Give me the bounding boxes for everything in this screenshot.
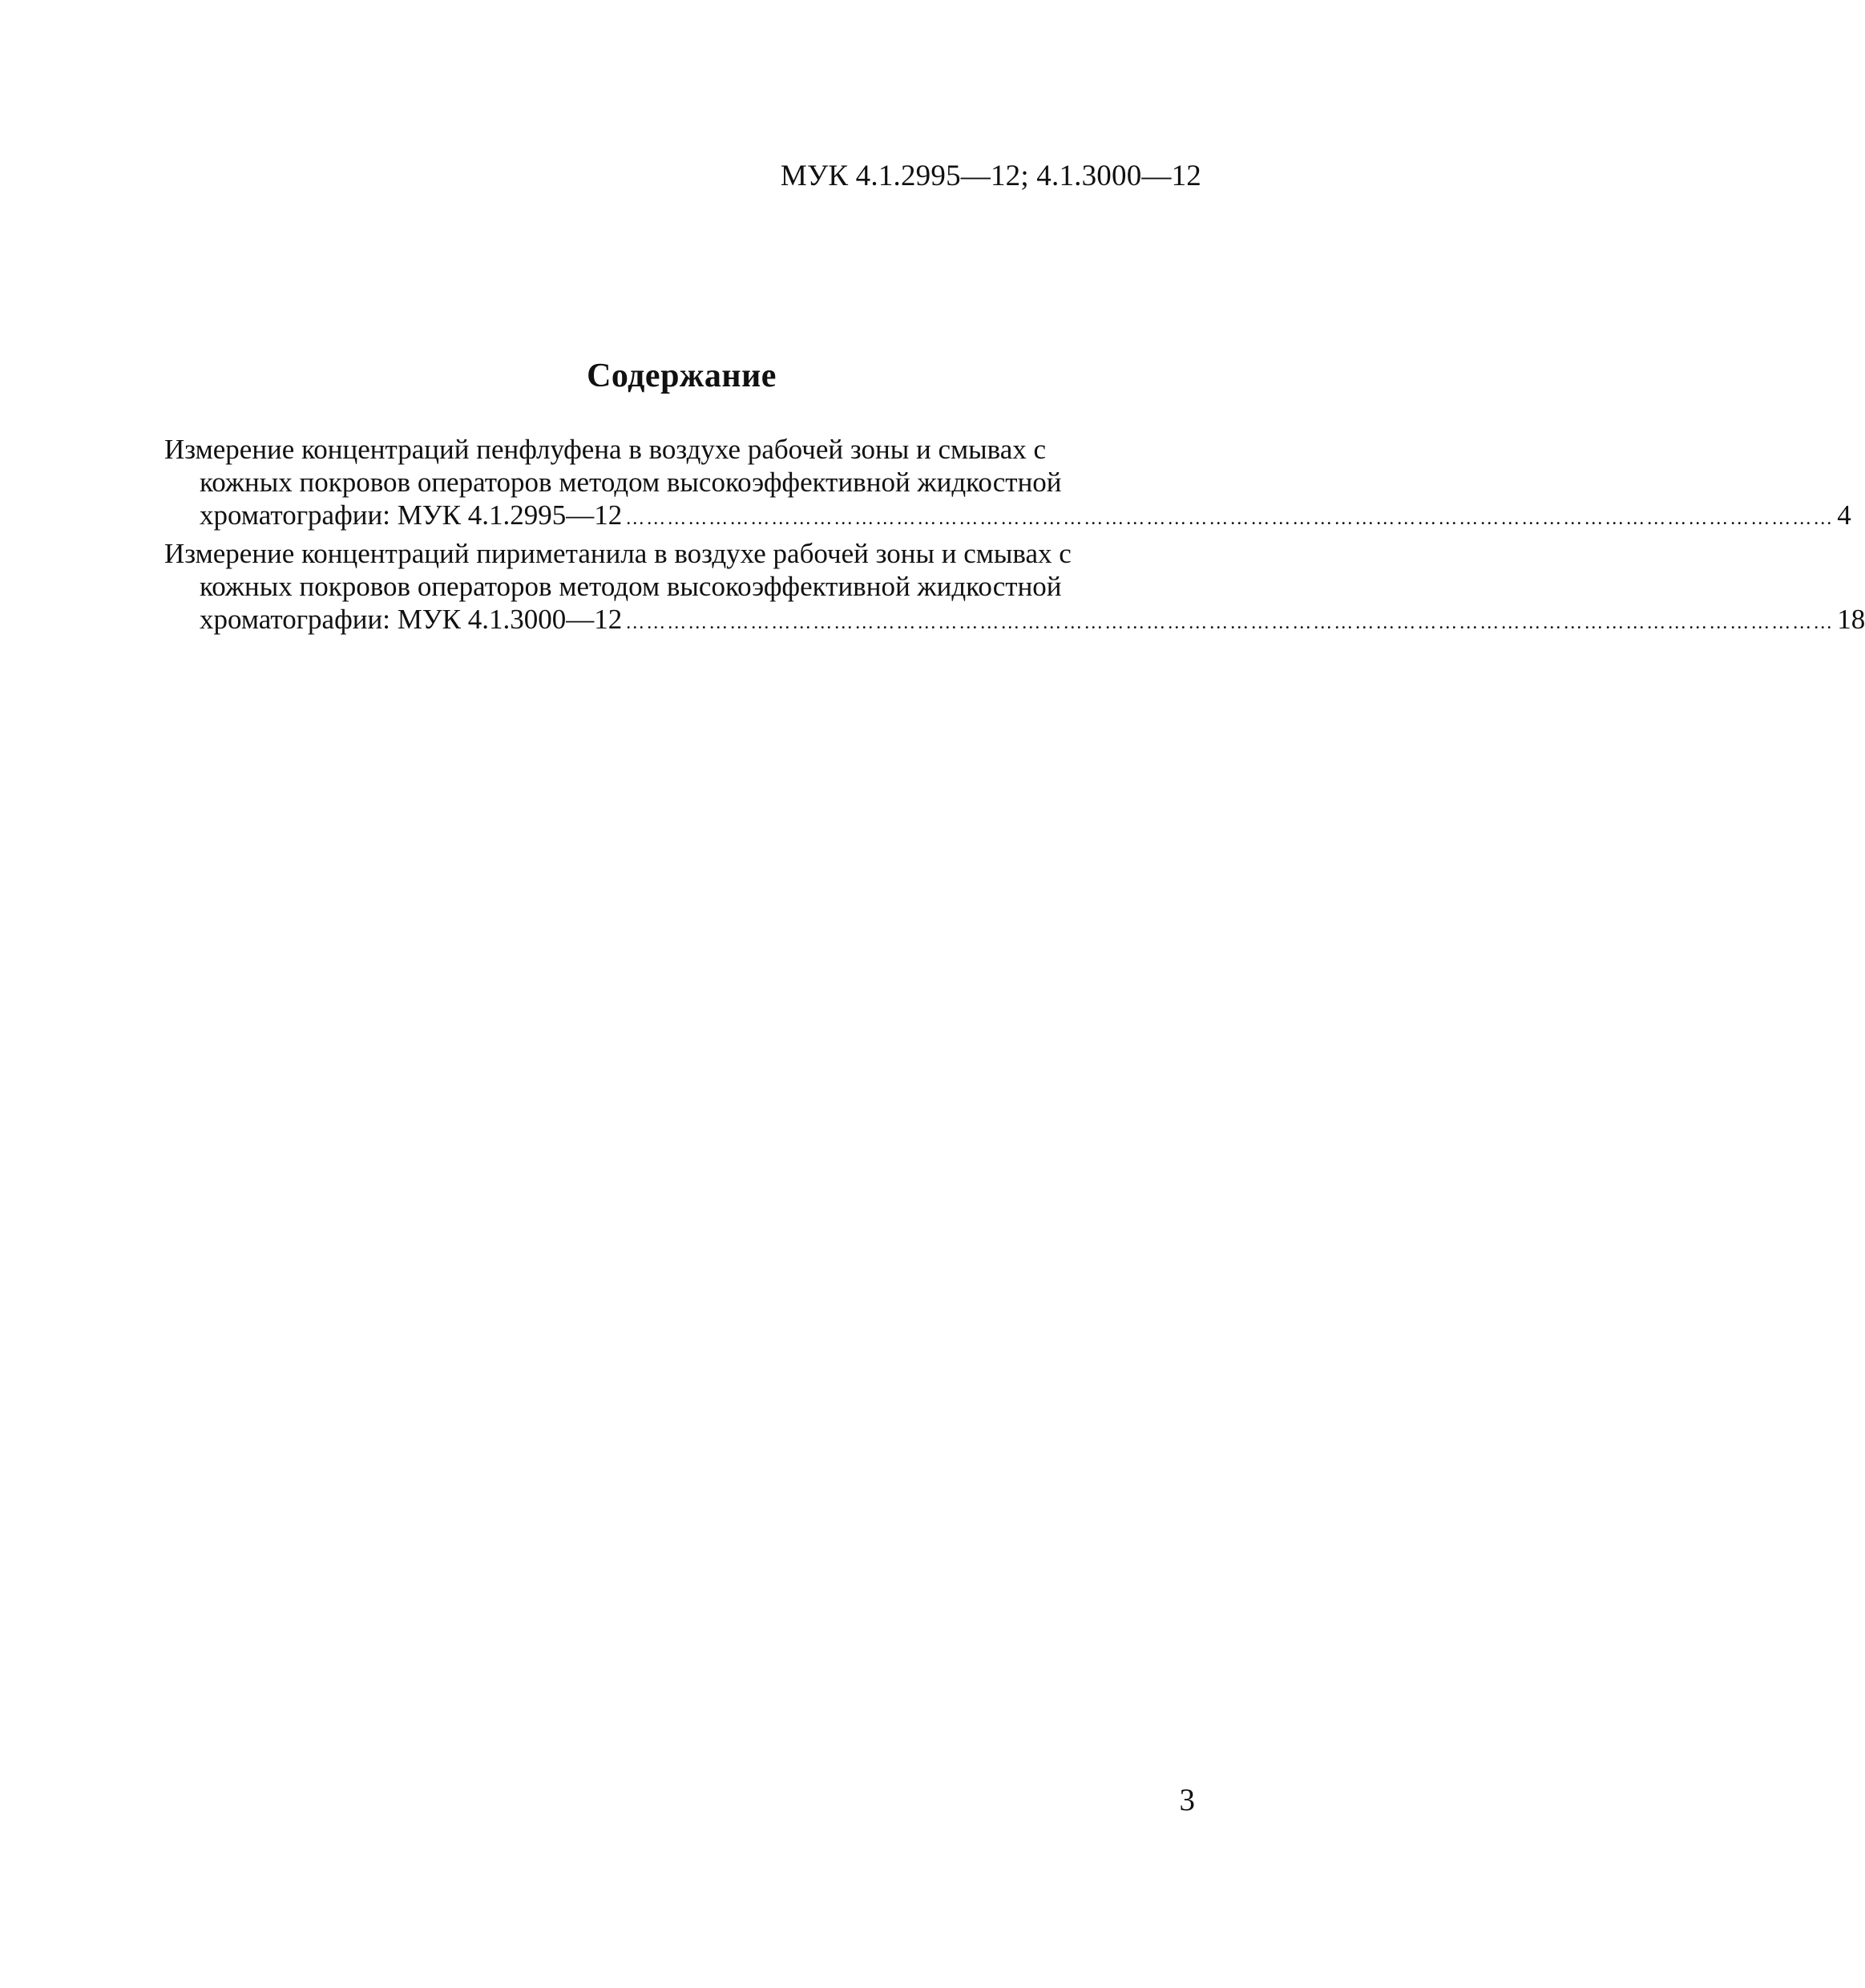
- toc-entry-line: Измерение концентраций пириметанила в воздухе рабочей зоны и смывах с: [164, 538, 1072, 569]
- toc-entry-line: кожных покровов операторов методом высокоэффективной жидкостной: [200, 571, 1062, 602]
- page-number: 3: [1179, 1783, 1195, 1817]
- running-header: МУК 4.1.2995—12; 4.1.3000—12: [780, 160, 1201, 192]
- toc-entry-last-line: [164, 603, 1865, 640]
- toc-entry-line: Измерение концентраций пенфлуфена в воздухе рабочей зоны и смывах с: [164, 434, 1047, 465]
- dot-leader: …………………………………………………………………………………………………………………………………………………………: [625, 508, 1835, 529]
- toc-entry-line: хроматографии: МУК 4.1.3000—12: [200, 604, 623, 635]
- toc-entry-line: хроматографии: МУК 4.1.2995—12: [200, 499, 623, 531]
- toc-page-number: 4: [1837, 499, 1851, 531]
- toc-entry-last-line: [164, 499, 1851, 535]
- toc-page-number: 18: [1837, 604, 1865, 635]
- table-of-contents: [164, 433, 1865, 641]
- toc-entry[interactable]: [164, 433, 1851, 535]
- toc-title: Содержание: [587, 358, 777, 394]
- toc-entry[interactable]: [164, 537, 1865, 640]
- toc-entry-line: кожных покровов операторов методом высокоэффективной жидкостной: [200, 467, 1062, 498]
- dot-leader: …………………………………………………………………………………………………………………………………………………………: [625, 612, 1835, 633]
